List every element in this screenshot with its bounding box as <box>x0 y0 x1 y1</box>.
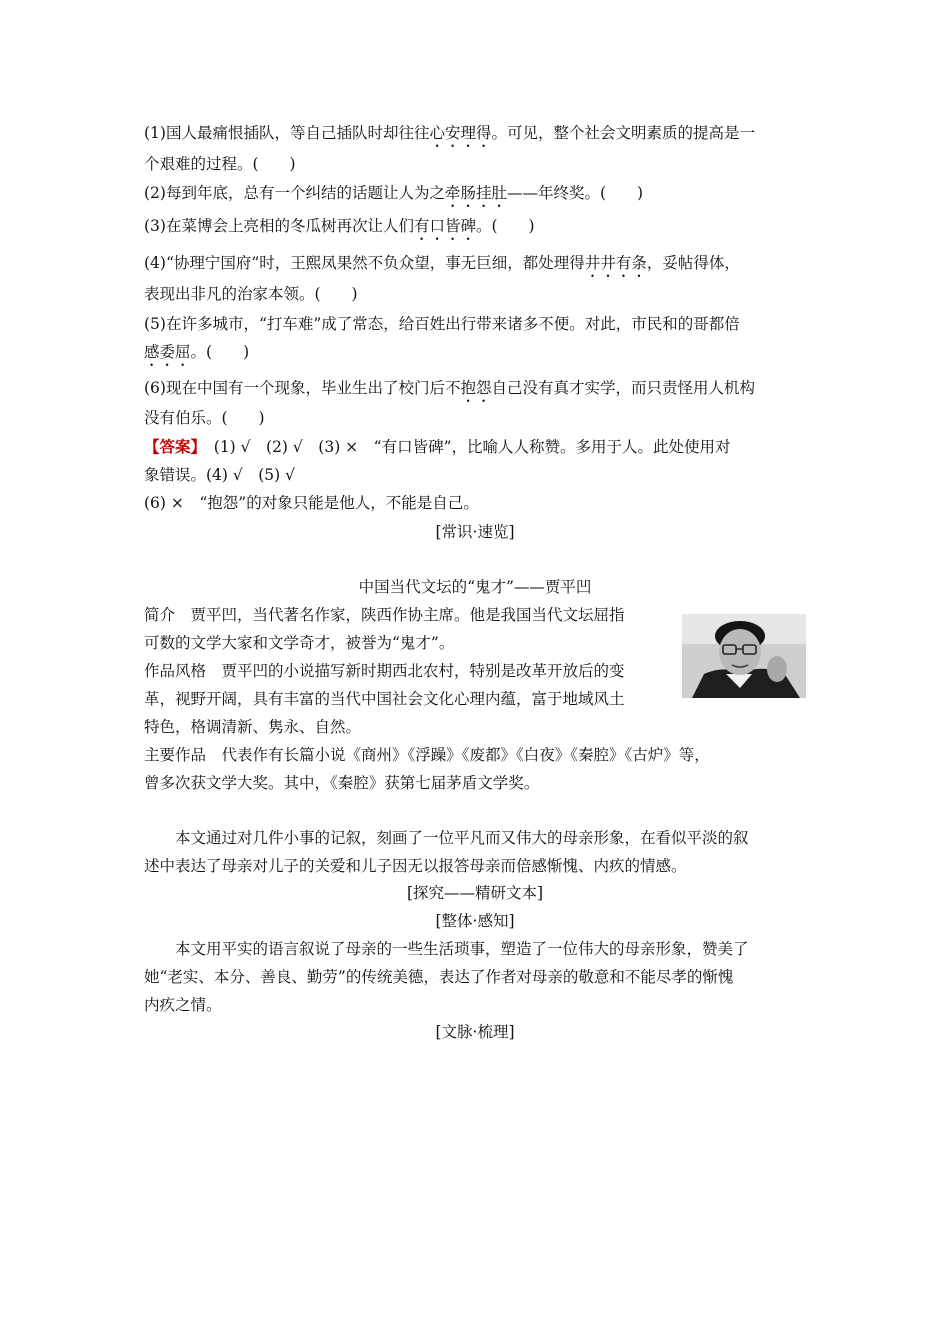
emphasized-idiom: 井井有条 <box>584 254 647 272</box>
summary-line-1: 本文通过对几件小事的记叙，刻画了一位平凡而又伟大的母亲形象，在看似平淡的叙 <box>144 829 749 847</box>
question-3: (3)在菜博会上亮相的冬瓜树再次让人们有口皆碑。( ) <box>144 217 535 235</box>
question-5-line-2: 感委屈。( ) <box>144 343 250 361</box>
emphasized-idiom: 牵肠挂肚 <box>444 184 507 202</box>
section-heading-explore: [探究——精研文本] <box>406 884 544 902</box>
profile-style-line-2: 革，视野开阔，具有丰富的当代中国社会文化心理内蕴，富于地域风土 <box>144 690 625 708</box>
question-6-line-1: (6)现在中国有一个现象，毕业生出了校门后不抱怨自己没有真才实学，而只责怪用人机构 <box>144 379 755 397</box>
emphasized-word: 抱怨 <box>460 379 492 397</box>
portrait-image <box>682 614 806 698</box>
question-1-line-1: (1)国人最痛恨插队，等自己插队时却往往心安理得。可见，整个社会文明素质的提高是一 <box>144 124 755 142</box>
overall-line-2: 她“老实、本分、善良、勤劳”的传统美德，表达了作者对母亲的敬意和不能尽孝的惭愧 <box>144 968 734 986</box>
summary-line-2: 述中表达了母亲对儿子的关爱和儿子因无以报答母亲而倍感惭愧、内疚的情感。 <box>144 857 687 875</box>
question-6-line-2: 没有伯乐。( ) <box>144 409 265 427</box>
profile-style-line-1: 作品风格 贾平凹的小说描写新时期西北农村，特别是改革开放后的变 <box>144 662 625 680</box>
profile-intro-line-2: 可数的文学大家和文学奇才，被誉为“鬼才”。 <box>144 634 455 652</box>
question-1-line-2: 个艰难的过程。( ) <box>144 155 296 173</box>
emphasized-idiom: 感委屈 <box>144 343 191 361</box>
profile-intro-line-1: 简介 贾平凹，当代著名作家，陕西作协主席。他是我国当代文坛屈指 <box>144 606 625 624</box>
profile-title: 中国当代文坛的“鬼才”——贾平凹 <box>358 578 592 596</box>
section-heading-overall: [整体·感知] <box>435 912 515 930</box>
overall-line-3: 内疚之情。 <box>144 996 222 1014</box>
profile-works-line-1: 主要作品 代表作有长篇小说《商州》《浮躁》《废都》《白夜》《秦腔》《古炉》等， <box>144 746 710 764</box>
question-4-line-2: 表现出非凡的治家本领。( ) <box>144 285 358 303</box>
answer-tag: 【答案】 <box>144 437 199 456</box>
profile-works-line-2: 曾多次获文学大奖。其中，《秦腔》获第七届茅盾文学奖。 <box>144 774 540 792</box>
answer-line-3: (6) × “抱怨”的对象只能是他人，不能是自己。 <box>144 494 479 512</box>
answer-line-2: 象错误。(4) √ (5) √ <box>144 466 296 484</box>
emphasized-idiom: 有口皆碑 <box>413 217 476 235</box>
question-5-line-1: (5)在许多城市，“打车难”成了常态，给百姓出行带来诸多不便。对此，市民和的哥都倍 <box>144 315 740 333</box>
question-4-line-1: (4)“协理宁国府”时，王熙凤果然不负众望，事无巨细，都处理得井井有条，妥帖得体， <box>144 254 740 272</box>
author-photo <box>682 614 806 698</box>
profile-style-line-3: 特色，格调清新、隽永、自然。 <box>144 718 362 736</box>
section-heading-structure: [文脉·梳理] <box>435 1023 515 1041</box>
overall-line-1: 本文用平实的语言叙说了母亲的一些生活琐事，塑造了一位伟大的母亲形象，赞美了 <box>144 940 749 958</box>
answer-line-1: 【答案】 (1) √ (2) √ (3) × “有口皆碑”，比喻人人称赞。多用于人。此处使用对 <box>144 437 731 456</box>
section-heading-overview: [常识·速览] <box>435 523 515 541</box>
emphasized-idiom: 心安理得 <box>429 124 492 142</box>
question-2: (2)每到年底，总有一个纠结的话题让人为之牵肠挂肚——年终奖。( ) <box>144 184 644 202</box>
